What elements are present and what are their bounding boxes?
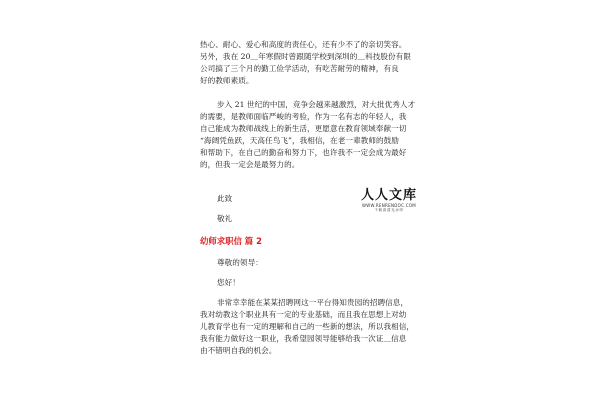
watermark-url: WWW.RENRENDOC.COM xyxy=(361,203,417,208)
greeting-line: 尊敬的领导： xyxy=(217,258,263,267)
body-line: 另外，我在 20＿年寒假时曾跟随学校到深圳的＿科技股份有限 xyxy=(200,52,411,61)
body-line: 和帮助下，在自己的勤奋和努力下，也许我不一定会成为最好 xyxy=(200,148,407,157)
watermark-title: 人人文库 xyxy=(360,188,417,203)
body-line: 由不错明自我的机会。 xyxy=(200,346,277,355)
watermark-logo xyxy=(353,189,425,215)
body-line: 的，但我一定会是最努力的。 xyxy=(200,160,300,169)
section-heading: 幼师求职信 篇 2 xyxy=(200,236,262,246)
body-line: 儿教育学也有一定的理解和自己的一些新的想法，所以我相信， xyxy=(200,322,415,331)
body-line: 的需要，是教师面临严峻的考验，作为一名有志的年轻人，我 xyxy=(200,112,407,121)
body-line: 非常幸幸能在某某招聘网这一平台得知贵园的招聘信息， xyxy=(217,298,409,307)
body-line: 热心、耐心、爱心和高度的责任心，还有少不了的亲切笑容。 xyxy=(200,40,407,49)
body-line: 好的教师素质。 xyxy=(200,76,254,85)
body-line: 我有能力做好这一职业，我希望园领导能够给我一次证＿信息 xyxy=(200,334,407,343)
closing-salutation: 此致 xyxy=(217,194,233,203)
body-line: “海阔凭鱼跃，天高任鸟飞”，我相信，在老一辈教师的鼓励 xyxy=(200,136,399,145)
body-line: 我对幼教这个职业具有一定的专业基础，而且我在思想上对幼 xyxy=(200,310,407,319)
body-line: 公司搞了三个月的勤工俭学活动，有吃苦耐劳的精神，有良 xyxy=(200,64,399,73)
body-line: 步入 21 世纪的中国，竞争会越来越激烈，对大批优秀人才 xyxy=(217,100,416,109)
closing-regards: 敬礼 xyxy=(217,214,233,223)
watermark-tagline: 下载高清无水印 xyxy=(374,208,404,212)
body-line: 自己能成为教师战线上的新生活，更愿意在教育领域奉献一切 xyxy=(200,124,407,133)
greeting-line: 您好！ xyxy=(217,278,240,287)
